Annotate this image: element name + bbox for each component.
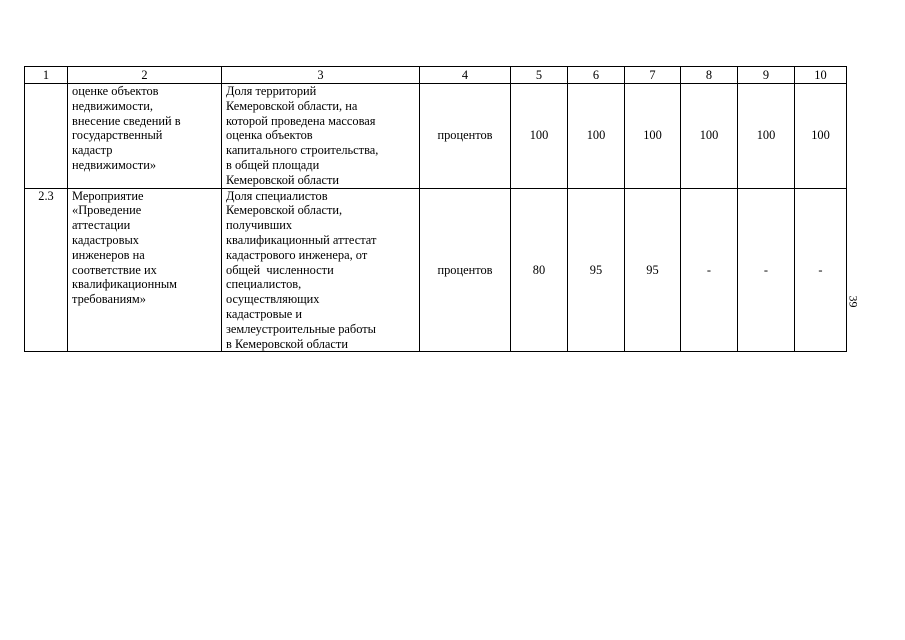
indicator-line: землеустроительные работы [226, 321, 376, 336]
column-number: 2 [68, 67, 222, 84]
event-name-line: соответствие их [72, 262, 157, 277]
column-number: 1 [25, 67, 68, 84]
event-name-line: оценке объектов [72, 84, 159, 98]
column-number: 3 [222, 67, 420, 84]
column-number: 4 [420, 67, 511, 84]
event-name-line: Мероприятие [72, 188, 144, 203]
indicator-cell [222, 188, 420, 352]
value-cell: 100 [568, 84, 625, 189]
item-number: 2.3 [25, 188, 68, 352]
value-cell: - [738, 188, 795, 352]
indicator-line: в общей площади [226, 157, 320, 172]
column-number-row [25, 67, 847, 84]
event-name-line: недвижимости» [72, 157, 157, 172]
column-number: 7 [625, 67, 681, 84]
indicator-line: капитального строительства, [226, 143, 379, 158]
indicator-line: общей численности [226, 262, 334, 277]
event-name-line: требованиям» [72, 292, 146, 307]
indicator-line: которой проведена массовая [226, 113, 376, 128]
value-cell: - [681, 188, 738, 352]
indicator-line: получивших [226, 218, 293, 233]
unit-cell: процентов [420, 188, 511, 352]
column-number: 5 [511, 67, 568, 84]
indicator-line: Доля специалистов [226, 188, 328, 203]
value-cell: 100 [738, 84, 795, 189]
value-cell: 80 [511, 188, 568, 352]
table-row [25, 188, 847, 352]
table-row [25, 84, 847, 189]
indicator-line: Кемеровской области, на [226, 98, 358, 113]
column-number: 10 [795, 67, 847, 84]
indicator-line: оценка объектов [226, 128, 313, 143]
item-number [25, 84, 68, 189]
indicator-line: осуществляющих [226, 292, 320, 307]
value-cell: 100 [625, 84, 681, 189]
indicator-line: кадастровые и [226, 306, 302, 321]
event-name-line: недвижимости, [72, 98, 153, 113]
unit-cell: процентов [420, 84, 511, 189]
value-cell: 95 [568, 188, 625, 352]
indicator-line: Доля территорий [226, 84, 317, 98]
indicator-line: квалификационный аттестат [226, 232, 377, 247]
column-number: 6 [568, 67, 625, 84]
event-name-line: кадастр [72, 143, 113, 158]
indicator-line: Кемеровской области, [226, 203, 343, 218]
indicator-line: Кемеровской области [226, 172, 340, 187]
value-cell: 95 [625, 188, 681, 352]
event-name-line: аттестации [72, 218, 131, 233]
indicator-line: в Кемеровской области [226, 336, 348, 351]
value-cell: 100 [681, 84, 738, 189]
event-name-line: государственный [72, 128, 163, 143]
event-name-cell [68, 84, 222, 189]
indicator-table [24, 66, 847, 352]
indicator-line: кадастрового инженера, от [226, 247, 368, 262]
value-cell: - [795, 188, 847, 352]
event-name-line: внесение сведений в [72, 113, 181, 128]
event-name-line: «Проведение [72, 203, 142, 218]
value-cell: 100 [795, 84, 847, 189]
column-number: 9 [738, 67, 795, 84]
event-name-line: квалификационным [72, 277, 178, 292]
column-number: 8 [681, 67, 738, 84]
indicator-line: специалистов, [226, 277, 302, 292]
indicator-cell [222, 84, 420, 189]
value-cell: 100 [511, 84, 568, 189]
event-name-line: инженеров на [72, 247, 145, 262]
page-number: 39 [846, 295, 861, 308]
event-name-cell [68, 188, 222, 352]
event-name-line: кадастровых [72, 232, 139, 247]
